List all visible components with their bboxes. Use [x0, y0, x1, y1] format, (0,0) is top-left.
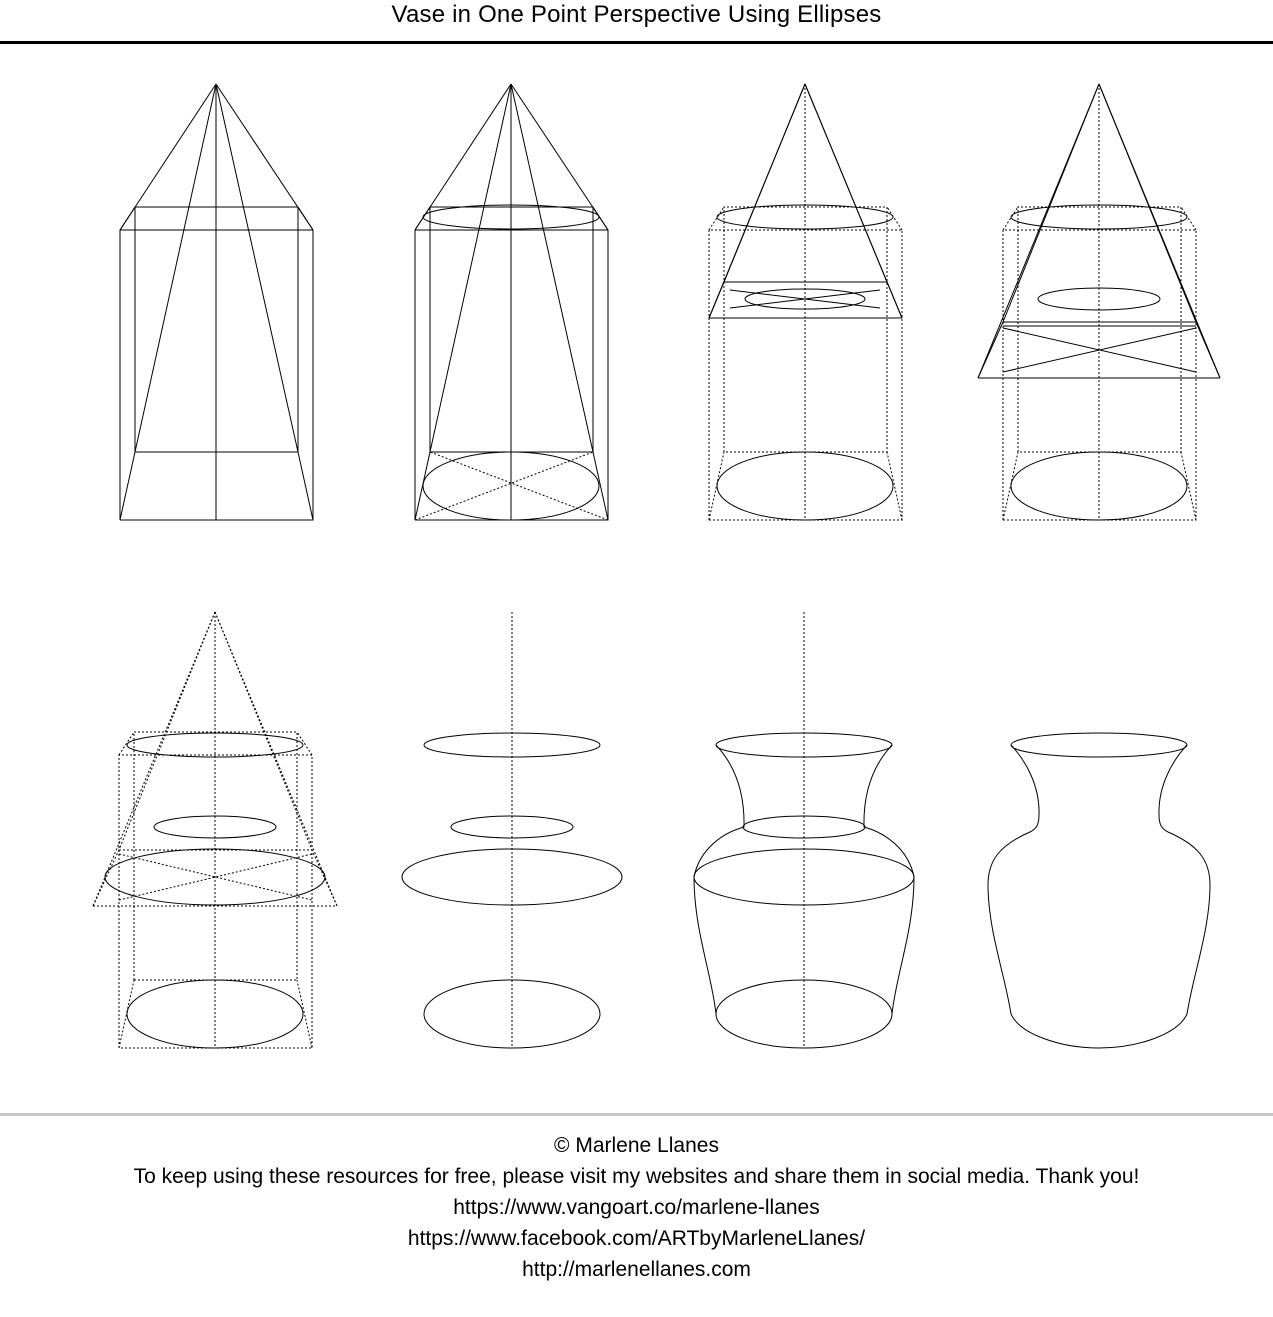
step-8-finished-vase	[988, 733, 1210, 1048]
footer-message: To keep using these resources for free, please visit my websites and share them in social media. Thank you!	[133, 1165, 1140, 1188]
footer-divider	[0, 1113, 1273, 1116]
footer-link-vangoart[interactable]: https://www.vangoart.co/marlene-llanes	[453, 1196, 820, 1219]
step-4-shoulder-section	[978, 84, 1220, 520]
step-6-ellipses-on-axis	[402, 612, 622, 1048]
step-3-neck-section	[709, 84, 902, 520]
copyright-text: © Marlene Llanes	[554, 1134, 719, 1157]
footer-link-facebook[interactable]: https://www.facebook.com/ARTbyMarleneLlanes/	[407, 1227, 866, 1250]
page-title: Vase in One Point Perspective Using Ellipses	[391, 1, 882, 28]
step-7-vase-contour	[694, 612, 914, 1048]
step-2-top-and-base-ellipses	[415, 84, 608, 520]
footer	[0, 1130, 1273, 1285]
step-1-box-construction	[120, 84, 313, 520]
footer-link-website[interactable]: http://marlenellanes.com	[522, 1258, 751, 1281]
step-5-all-ellipses-in-box	[93, 612, 337, 1048]
